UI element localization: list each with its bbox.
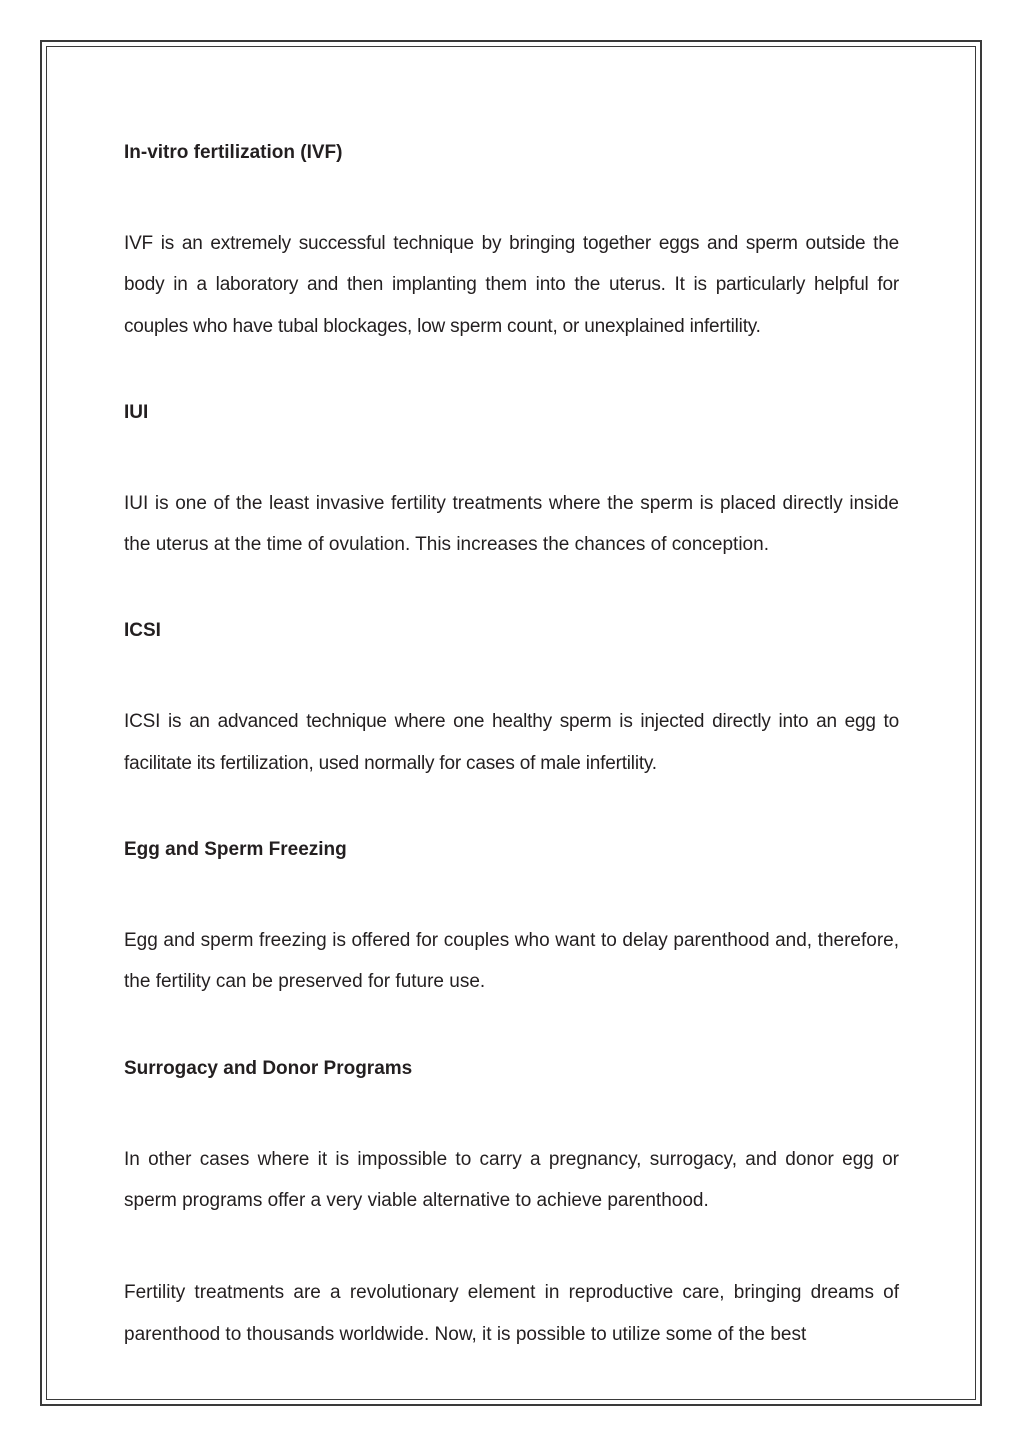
section-body-ivf: IVF is an extremely successful technique by bringing together eggs and sperm outside the body in a laboratory and then implanting them into the uterus. It is particularly helpful for couples who have tubal blockages, low sperm count, or unexplained infertility. xyxy=(124,233,899,337)
document-body xyxy=(124,138,899,1355)
closing-paragraph: Fertility treatments are a revolutionary element in reproductive care, bringing dreams of parenthood to thousands worldwide. Now, it is possible to utilize some of the best xyxy=(124,1282,899,1345)
section-body-icsi: ICSI is an advanced technique where one healthy sperm is injected directly into an egg to facilitate its fertilization, used normally for cases of male infertility. xyxy=(124,711,899,774)
section-heading-ivf: In-vitro fertilization (IVF) xyxy=(124,142,343,163)
section-heading-freezing: Egg and Sperm Freezing xyxy=(124,839,347,861)
section-heading-iui: IUI xyxy=(124,401,149,423)
section-body-surrogacy: In other cases where it is impossible to carry a pregnancy, surrogacy, and donor egg or sperm programs offer a very viable alternative to achieve parenthood. xyxy=(124,1148,899,1211)
section-heading-icsi: ICSI xyxy=(124,620,161,642)
section-body-freezing: Egg and sperm freezing is offered for couples who want to delay parenthood and, therefore, the fertility can be preserved for future use. xyxy=(124,930,899,993)
section-body-iui: IUI is one of the least invasive fertility treatments where the sperm is placed directly inside the uterus at the time of ovulation. This increases the chances of conception. xyxy=(124,492,899,556)
section-heading-surrogacy: Surrogacy and Donor Programs xyxy=(124,1057,413,1079)
